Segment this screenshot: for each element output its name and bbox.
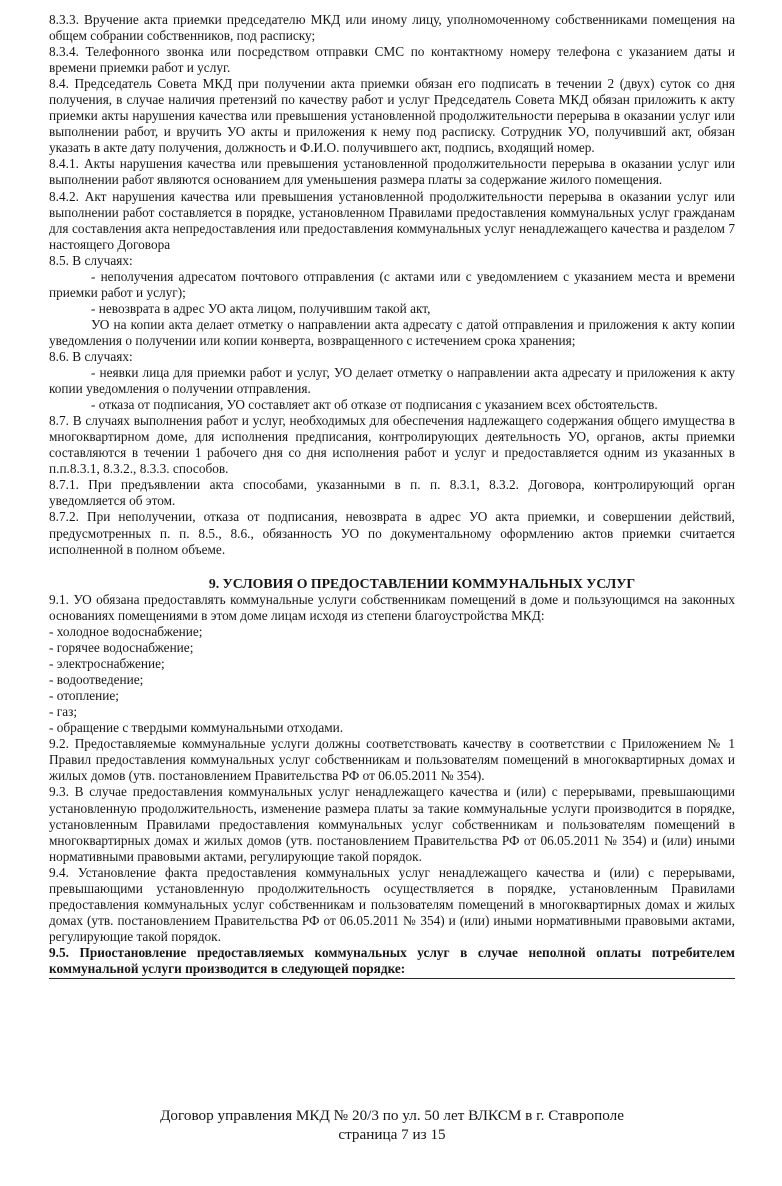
paragraph: 8.7.2. При неполучении, отказа от подписания, невозврата в адрес УО акта приемки, и совершении действий, предусмотренных п. п. 8.5., 8.6., обязанность УО по документальному оформлению актов приемки считается исполненной в полном объеме. (49, 509, 735, 557)
section-spacer (49, 558, 735, 576)
paragraph: - неявки лица для приемки работ и услуг, УО делает отметку о направлении акта адресату и приложения к акту копии уведомления о получении отправления. (49, 365, 735, 397)
paragraph: 8.7.1. При предъявлении акта способами, указанными в п. п. 8.3.1, 8.3.2. Договора, контролирующий орган уведомляется об этом. (49, 477, 735, 509)
paragraph: - водоотведение; (49, 672, 144, 688)
paragraph: 9.1. УО обязана предоставлять коммунальные услуги собственникам помещений в доме и пользующимся на законных основаниях помещениями в этом доме лицам исходя из степени благоустройства МКД: (49, 591, 735, 623)
paragraph: 8.7. В случаях выполнения работ и услуг, необходимых для обеспечения надлежащего содержания общего имущества в многоквартирном доме, для исполнения предписания, контролирующих деятельность УО, органов, акты приемки составляются в течении 1 рабочего дня со дня исполнения работ и услуг и предоставляется одним из указанных в п.п.8.3.1, 8.3.2., 8.3.3. способов. (49, 413, 735, 477)
footer-divider (49, 978, 735, 979)
footer-page-number: страница 7 из 15 (338, 1126, 446, 1143)
paragraph: - неполучения адресатом почтового отправления (с актами или с уведомлением с указанием места и времени приемки работ и услуг); (49, 268, 735, 300)
paragraph: - невозврата в адрес УО акта лицом, получившим такой акт, (91, 300, 431, 316)
section-8-continuation (49, 12, 735, 558)
paragraph: 8.4.2. Акт нарушения качества или превышения установленной продолжительности перерыва в оказании услуг или выполнении работ составляется в порядке, установленном Правилами предоставления коммунальных услуг гражданам для составления акта непредоставления или предоставления коммунальных услуг ненадлежащего качества и разделом 7 настоящего Договора (49, 188, 735, 252)
paragraph: 8.3.4. Телефонного звонка или посредством отправки СМС по контактному номеру телефона с указанием даты и времени приемки работ и услуг. (49, 44, 735, 76)
paragraph: - отопление; (49, 688, 119, 704)
paragraph: 8.5. В случаях: (49, 252, 133, 268)
paragraph: - горячее водоснабжение; (49, 640, 194, 656)
paragraph: УО на копии акта делает отметку о направлении акта адресату с датой отправления и приложения к акту копии уведомления о получении или копии конверта, возвращенного с истечением срока хранения; (49, 316, 735, 348)
paragraph: - электроснабжение; (49, 656, 165, 672)
paragraph: 8.6. В случаях: (49, 348, 133, 364)
section-9-title: 9. УСЛОВИЯ О ПРЕДОСТАВЛЕНИИ КОММУНАЛЬНЫХ УСЛУГ (208, 575, 636, 591)
paragraph: - газ; (49, 704, 78, 720)
paragraph: 9.5. Приостановление предоставляемых коммунальных услуг в случае неполной оплаты потребителем коммунальной услуги производится в следующей порядке: (49, 944, 735, 976)
section-9-body (49, 592, 735, 977)
document-body (49, 12, 735, 979)
paragraph: - холодное водоснабжение; (49, 623, 203, 639)
paragraph: 9.4. Установление факта предоставления коммунальных услуг ненадлежащего качества и (или) с перерывами, превышающими установленную продолжительность осуществляется в порядке, установленным Правилами предоставления коммунальных услуг собственникам и пользователям помещений в многоквартирных домах и жилых домах (утв. постановлением Правительства РФ от 06.05.2011 № 354) и (или) иными нормативными правовыми актами, регулирующие такой порядок. (49, 864, 735, 944)
paragraph: 8.4. Председатель Совета МКД при получении акта приемки обязан его подписать в течении 2 (двух) суток со дня получения, в случае наличия претензий по качеству работ и услуг Председатель Совета МКД обязан приложить к акту приемки акты нарушения качества или превышения установленной продолжительности перерыва в оказании услуг или выполнении работ, и вручить УО акты и приложения к нему под расписку. Сотрудник УО, получивший акт, обязан указать в акте дату получения, должность и Ф.И.О. получившего акт, подпись, входящий номер. (49, 76, 735, 156)
footer-contract-title: Договор управления МКД № 20/3 по ул. 50 лет ВЛКСМ в г. Ставрополе (160, 1107, 624, 1124)
paragraph: - обращение с твердыми коммунальными отходами. (49, 720, 344, 736)
page-footer (49, 1106, 735, 1144)
paragraph: 8.4.1. Акты нарушения качества или превышения установленной продолжительности перерыва в оказании услуг или выполнении работ являются основанием для уменьшения размера платы за содержание жилого помещения. (49, 156, 735, 188)
paragraph: - отказа от подписания, УО составляет акт об отказе от подписания с указанием всех обстоятельств. (91, 397, 658, 413)
paragraph: 8.3.3. Вручение акта приемки председателю МКД или иному лицу, уполномоченному собственниками помещения на общем собрании собственников, под расписку; (49, 12, 735, 44)
paragraph: 9.2. Предоставляемые коммунальные услуги должны соответствовать качеству в соответствии с Приложением № 1 Правил предоставления коммунальных услуг собственникам и пользователям помещений в многоквартирных домах и жилых домов (утв. постановлением Правительства РФ от 06.05.2011 № 354). (49, 736, 735, 784)
paragraph: 9.3. В случае предоставления коммунальных услуг ненадлежащего качества и (или) с перерывами, превышающими установленную продолжительность, изменение размера платы за такие коммунальные услуги производится в порядке, установленным Правилами предоставления коммунальных услуг собственникам и пользователям помещений в многоквартирных домах и жилых домов (утв. постановлением Правительства РФ от 06.05.2011 № 354) и (или) иными нормативными правовыми актами, регулирующие такой порядок. (49, 784, 735, 864)
